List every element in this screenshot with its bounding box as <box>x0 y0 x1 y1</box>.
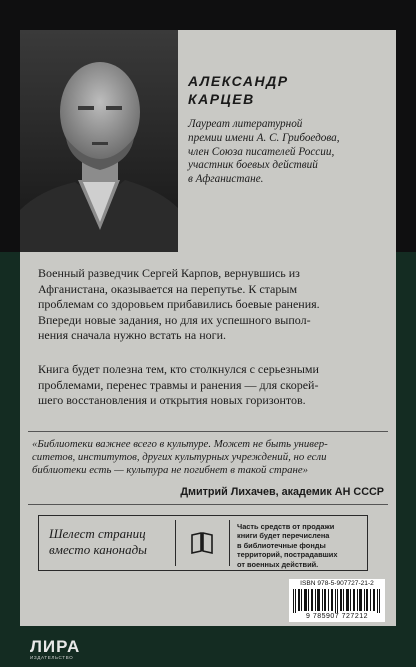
description-line: проблемами, перенес травмы и ранения — для скорей- <box>38 377 319 392</box>
bio-line: участник боевых действий <box>188 159 318 172</box>
bio-line: Лауреат литературной <box>188 118 303 130</box>
charity-note <box>237 522 365 569</box>
quote-line: ситетов, институтов, других культурных учреждений, но если <box>32 451 327 464</box>
publisher-logo <box>30 638 80 661</box>
epigraph-quote <box>32 438 384 478</box>
publisher-logo-subtitle: ИЗДАТЕЛЬСТВО <box>30 655 74 660</box>
description-line: Впереди новые задания, но для их успешного выпол- <box>38 312 311 327</box>
series-title <box>49 526 173 558</box>
box-divider <box>229 520 230 566</box>
bio-line: премии имени А. С. Грибоедова, <box>188 131 340 144</box>
open-book-icon <box>189 530 215 561</box>
bio-line: член Союза писателей России, <box>188 145 335 158</box>
divider-line <box>28 431 388 432</box>
author-first-name: АЛЕКСАНДР <box>188 73 289 89</box>
description-line: Афганистана, оказывается на перепутье. К старым <box>38 281 298 296</box>
charity-line: территорий, пострадавших <box>237 550 338 560</box>
isbn-barcode-block <box>289 579 385 622</box>
author-photo <box>20 30 178 252</box>
isbn-label: ISBN 978-5-907727-21-2 <box>300 580 374 587</box>
description-paragraph-2 <box>38 362 382 409</box>
charity-line: Часть средств от продажи <box>237 522 335 531</box>
description-line: Книга будет полезна тем, кто столкнулся с серьезными <box>38 362 319 376</box>
description-paragraph-1 <box>38 266 382 344</box>
barcode-digits: 9 785907 727212 <box>306 613 368 620</box>
series-title-line: вместо канонады <box>49 542 147 557</box>
quote-line: библиотеки есть — культура не погибнет в такой стране» <box>32 464 309 477</box>
box-divider <box>175 520 176 566</box>
publisher-logo-text: ЛИРА <box>30 637 81 656</box>
description-line: нения сначала нужно встать на ноги. <box>38 328 227 343</box>
quote-line: «Библиотеки важнее всего в культуре. Может не быть универ- <box>32 438 328 450</box>
barcode-icon <box>293 589 381 613</box>
author-bio <box>188 118 392 187</box>
description-line: шего восстановления и открытия новых горизонтов. <box>38 393 306 408</box>
series-title-line: Шелест страниц <box>49 526 146 541</box>
divider-line <box>28 504 388 505</box>
description-line: Военный разведчик Сергей Карпов, вернувшись из <box>38 266 300 280</box>
bio-line: в Афганистане. <box>188 173 264 186</box>
charity-line: в библиотечные фонды <box>237 540 326 550</box>
quote-author: Дмитрий Лихачев, академик АН СССР <box>180 486 384 498</box>
charity-line: книги будет перечислена <box>237 531 330 541</box>
charity-line: от военных действий. <box>237 559 319 569</box>
author-name <box>188 72 388 108</box>
description-line: проблемам со здоровьем прибавились боевые ранения. <box>38 297 320 312</box>
author-last-name: КАРЦЕВ <box>188 91 255 107</box>
series-box <box>38 515 368 571</box>
